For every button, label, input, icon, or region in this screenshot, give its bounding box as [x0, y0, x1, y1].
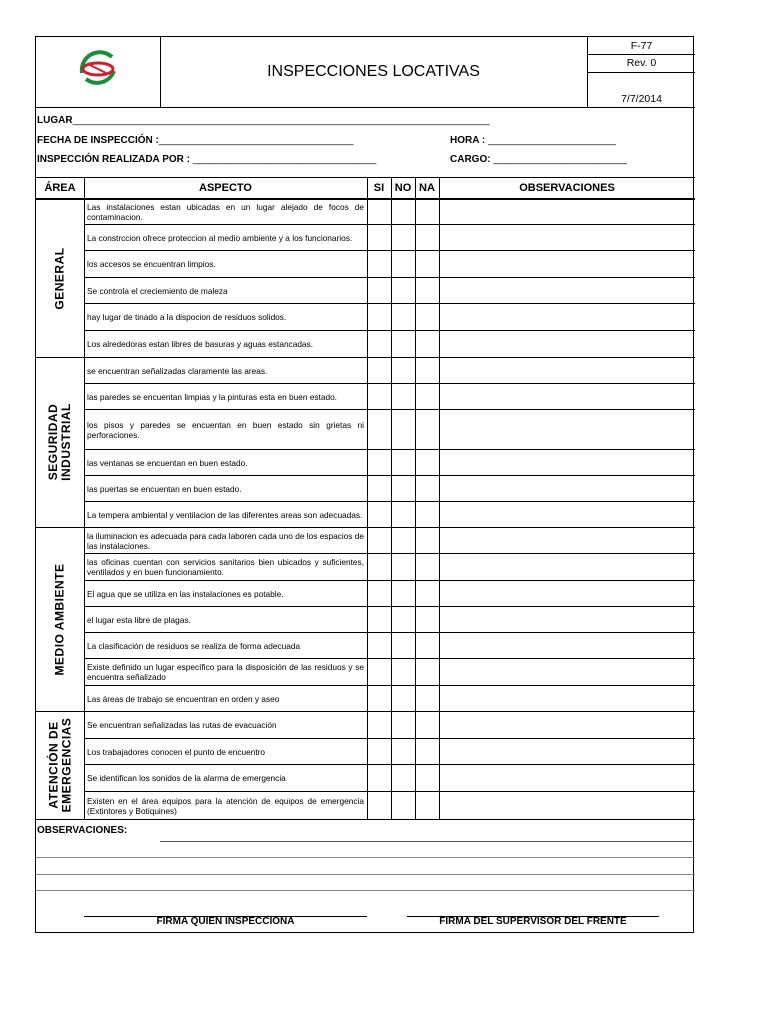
form-title: INSPECCIONES LOCATIVAS — [267, 63, 480, 80]
lugar-line: ___________________________________________________________________________ — [72, 115, 490, 126]
table-row: las paredes se encuentan limpias y la pinturas esta en buen estado. — [87, 391, 337, 402]
table-row: El agua que se utiliza en las instalaciones es potable. — [87, 588, 284, 599]
table-row: Existe definido un lugar específico para la disposición de las residuos y se encuentra señalizado — [87, 662, 364, 682]
cargo-label: CARGO: — [450, 154, 491, 165]
table-row: las ventanas se encuentan en buen estado. — [87, 457, 248, 468]
table-row: los accesos se encuentran limpios. — [87, 259, 216, 269]
table-row: las puertas se encuentan en buen estado. — [87, 483, 242, 494]
realizada-field[interactable] — [37, 154, 376, 165]
table-row: Se identifican los sonidos de la alarma de emergencia — [87, 773, 286, 783]
fecha-label: FECHA DE INSPECCIÓN : — [37, 135, 159, 146]
table-row: Se controla el creciemiento de maleza — [87, 285, 228, 296]
observaciones-label: OBSERVACIONES: — [37, 825, 128, 836]
table-row: Las instalaciones estan ubicadas en un lugar alejado de focos de contaminacion. — [87, 201, 364, 222]
area-medio-ambiente: MEDIO AMBIENTE — [52, 563, 67, 675]
form-code: F-77 — [630, 40, 653, 52]
header-no: NO — [394, 182, 412, 194]
table-row: La tempera ambiental y ventilacion de las diferentes areas son adecuadas. — [87, 509, 363, 520]
area-atencion-emergencias: ATENCIÓN DE EMERGENCIAS — [46, 717, 73, 813]
hora-label: HORA : — [450, 135, 486, 146]
header-aspecto: ASPECTO — [199, 182, 252, 194]
hora-field[interactable] — [450, 135, 616, 146]
table-row: Se encuentran señalizadas las rutas de evacuación — [87, 720, 277, 730]
area-general: GENERAL — [52, 246, 67, 310]
table-row: el lugar esta libre de plagas. — [87, 614, 191, 625]
header-si: SI — [373, 182, 385, 194]
observaciones-line[interactable] — [160, 841, 692, 842]
fecha-line: ___________________________________ — [158, 135, 354, 146]
firma-supervisor-label: FIRMA DEL SUPERVISOR DEL FRENTE — [439, 916, 627, 927]
realizada-label: INSPECCIÓN REALIZADA POR : — [37, 154, 190, 165]
cargo-field[interactable] — [450, 154, 627, 165]
form-revision: Rev. 0 — [626, 57, 657, 69]
inspection-form — [35, 36, 694, 933]
fecha-field[interactable] — [37, 135, 354, 146]
firma-inspector-label: FIRMA QUIEN INSPECCIONA — [156, 916, 295, 927]
header-na: NA — [419, 182, 435, 194]
lugar-label: LUGAR — [37, 115, 73, 126]
table-row: hay lugar de tinado a la dispocion de residuos solidos. — [87, 312, 287, 322]
table-row: las oficinas cuentan con servicios sanitarios bien ubicados y suficientes, ventilados y en buen funcionamiento. — [87, 557, 364, 577]
table-row: La clasificación de residuos se realiza de forma adecuada — [87, 640, 301, 651]
table-row: Los trabajadores conocen el punto de encuentro — [87, 746, 266, 757]
form-date: 7/7/2014 — [621, 93, 662, 105]
header-area: ÁREA — [44, 182, 76, 194]
table-row: los pisos y paredes se encuentan en buen estado sin grietas ni perforaciones. — [87, 419, 364, 440]
table-row: la iluminacion es adecuada para cada laboren cada uno de los espacios de las instalaciones. — [87, 530, 364, 551]
lugar-field[interactable] — [37, 115, 490, 126]
cargo-line: ________________________ — [493, 154, 627, 165]
company-logo-icon — [76, 47, 120, 91]
table-row: se encuentran señalizadas claramente las areas. — [87, 365, 268, 376]
table-row: Existen en el área equipos para la atención de equipos de emergencia (Extintores y Botiquines) — [87, 795, 364, 816]
table-row: Los alrededoras estan libres de basuras y aguas estancadas. — [87, 339, 314, 349]
header-observaciones: OBSERVACIONES — [519, 182, 615, 194]
table-row: La constrccion ofrece proteccion al medio ambiente y a los funcionarios. — [87, 232, 353, 243]
hora-line: _______________________ — [487, 135, 616, 146]
table-row: Las áreas de trabajo se encuentran en orden y aseo — [87, 693, 280, 704]
area-seguridad-industrial: SEGURIDAD INDUSTRIAL — [46, 403, 74, 481]
realizada-line: _________________________________ — [192, 154, 377, 165]
